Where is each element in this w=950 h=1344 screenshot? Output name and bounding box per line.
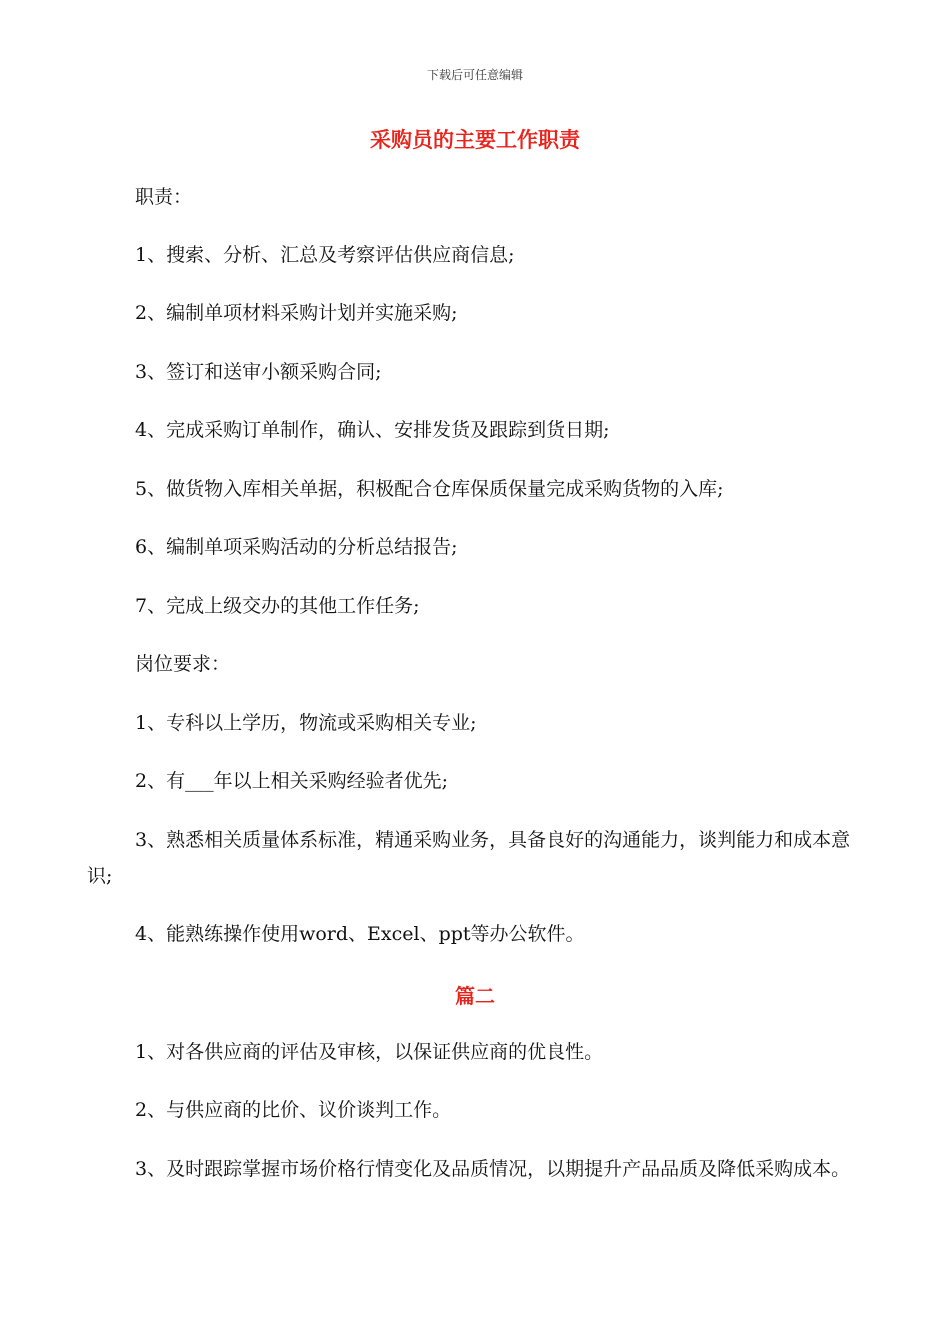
section-2-item-2: 2、与供应商的比价、议价谈判工作。 (135, 1099, 452, 1121)
duty-item-3: 3、签订和送审小额采购合同; (135, 361, 382, 383)
duty-item-4: 4、完成采购订单制作，确认、安排发货及跟踪到货日期; (135, 419, 610, 441)
requirements-heading: 岗位要求： (135, 653, 231, 675)
duty-item-6: 6、编制单项采购活动的分析总结报告; (135, 536, 458, 558)
requirement-item-4: 4、能熟练操作使用word、Excel、ppt等办公软件。 (135, 923, 585, 945)
section-2-item-3: 3、及时跟踪掌握市场价格行情变化及品质情况，以期提升产品品质及降低采购成本。 (135, 1158, 851, 1180)
requirement-item-1: 1、专科以上学历，物流或采购相关专业; (135, 712, 477, 734)
requirement-item-3: 3、熟悉相关质量体系标准，精通采购业务，具备良好的沟通能力，谈判能力和成本意识; (87, 829, 851, 887)
document-title: 采购员的主要工作职责 (370, 128, 580, 152)
header-note: 下载后可任意编辑 (426, 68, 523, 82)
requirement-item-2: 2、有___年以上相关采购经验者优先; (135, 770, 448, 792)
duty-item-2: 2、编制单项材料采购计划并实施采购; (135, 302, 458, 324)
section-2-title: 篇二 (455, 984, 495, 1008)
duties-heading: 职责： (135, 186, 193, 208)
section-2-item-1: 1、对各供应商的评估及审核，以保证供应商的优良性。 (135, 1041, 604, 1063)
duty-item-1: 1、搜索、分析、汇总及考察评估供应商信息; (135, 244, 515, 266)
duty-item-7: 7、完成上级交办的其他工作任务; (135, 595, 420, 617)
duty-item-5: 5、做货物入库相关单据，积极配合仓库保质保量完成采购货物的入库; (135, 478, 724, 500)
